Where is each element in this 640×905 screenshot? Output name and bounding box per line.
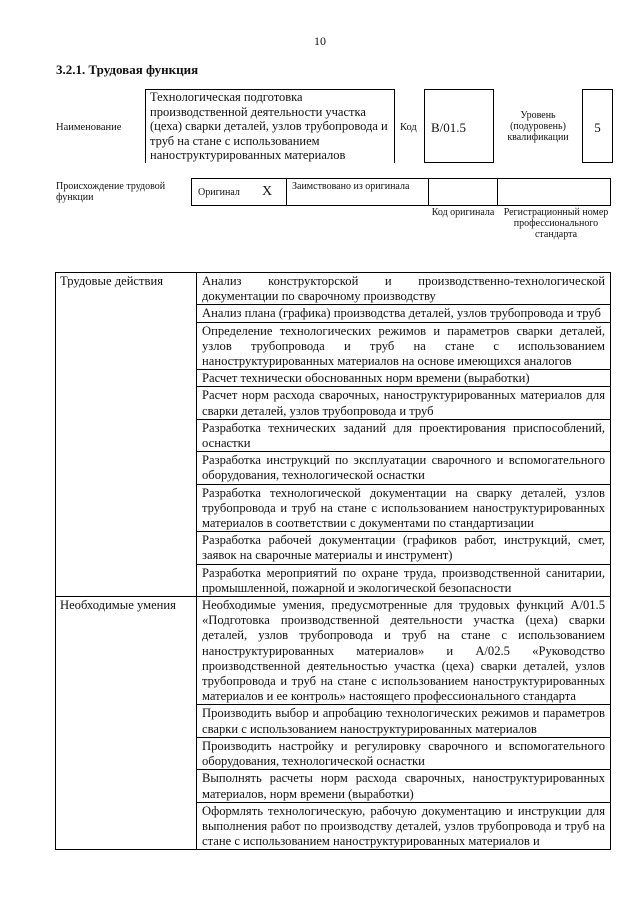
reg-number-label: Регистрационный номер профессионального стандарта xyxy=(503,207,609,240)
labor-action-item: Анализ плана (графика) производства деталей, узлов трубопровода и труб xyxy=(197,305,611,322)
code-box xyxy=(424,89,494,163)
labor-action-item: Анализ конструкторской и производственно-технологической документации по сварочному производству xyxy=(197,273,611,305)
origin-label: Происхождение трудовой функции xyxy=(56,181,166,203)
function-name: Технологическая подготовка производственной деятельности участка (цеха) сварки деталей, узлов трубопровода и труб на стане с использованием наноструктурированных материалов xyxy=(150,90,388,162)
section-title: 3.2.1. Трудовая функция xyxy=(56,62,199,77)
origin-divider-2 xyxy=(428,179,429,205)
labor-action-item: Разработка технических заданий для проектирования приспособлений, оснастки xyxy=(197,419,611,451)
level-box xyxy=(582,89,613,163)
labor-action-item: Разработка технологической документации на сварку деталей, узлов трубопровода и труб на стане с использованием наноструктурированных материалов в соответствии с документами по стандартизации xyxy=(197,484,611,532)
labor-action-item: Разработка мероприятий по охране труда, производственной санитарии, промышленной, пожарной и экологической безопасности xyxy=(197,564,611,596)
labor-action-item: Разработка рабочей документации (графиков работ, инструкций, смет, заявок на сварочные материалы и инструмент) xyxy=(197,532,611,564)
labor-action-item: Разработка инструкций по эксплуатации сварочного и вспомогательного оборудования, технологической оснастки xyxy=(197,452,611,484)
name-box xyxy=(145,89,395,163)
labor-action-item: Определение технологических режимов и параметров сварки деталей, узлов трубопровода и труб на стане с использованием наноструктурированных материалов на основе имеющихся аналогов xyxy=(197,322,611,370)
code-original-label: Код оригинала xyxy=(431,207,495,218)
code-value: B/01.5 xyxy=(431,120,467,135)
name-label: Наименование xyxy=(56,122,122,133)
table-row xyxy=(56,273,611,305)
skill-item: Производить настройку и регулировку сварочного и вспомогательного оборудования, технологической оснастки xyxy=(197,737,611,769)
skill-item: Производить выбор и апробацию технологических режимов и параметров сварки с использованием наноструктурированных материалов xyxy=(197,705,611,737)
original-label: Оригинал xyxy=(198,187,240,198)
origin-divider-1 xyxy=(286,179,287,205)
function-details-table xyxy=(55,272,611,850)
original-mark: X xyxy=(262,184,273,199)
labor-action-item: Расчет норм расхода сварочных, наноструктурированных материалов для сварки деталей, узлов трубопровода и труб xyxy=(197,387,611,419)
skill-item: Необходимые умения, предусмотренные для трудовых функций А/01.5 «Подготовка производственной деятельности участка (цеха) сварки деталей, узлов трубопровода и труб на стане с использованием наноструктурированных материалов» и А/02.5 «Руководство производственной деятельностью участка (цеха) сварки деталей, узлов трубопровода и труб на стане с использованием наноструктурированных материалов и ее контроль» настоящего профессионального стандарта xyxy=(197,597,611,705)
labor-action-item: Расчет технически обоснованных норм времени (выработки) xyxy=(197,370,611,387)
labor-actions-label: Трудовые действия xyxy=(56,273,197,597)
level-value: 5 xyxy=(594,120,601,135)
borrowed-label: Заимствовано из оригинала xyxy=(292,181,410,192)
table-row xyxy=(56,597,611,705)
page-number: 10 xyxy=(314,34,326,48)
skill-item: Оформлять технологическую, рабочую документацию и инструкции для выполнения работ по производству деталей, узлов трубопровода и труб на стане с использованием наноструктурированных материалов и xyxy=(197,802,611,850)
level-label: Уровень (подуровень) квалификации xyxy=(507,110,569,143)
origin-divider-3 xyxy=(497,179,498,205)
skill-item: Выполнять расчеты норм расхода сварочных, наноструктурированных материалов, норм времени (выработки) xyxy=(197,770,611,802)
required-skills-label: Необходимые умения xyxy=(56,597,197,850)
origin-table xyxy=(191,178,611,206)
code-label: Код xyxy=(400,122,417,133)
